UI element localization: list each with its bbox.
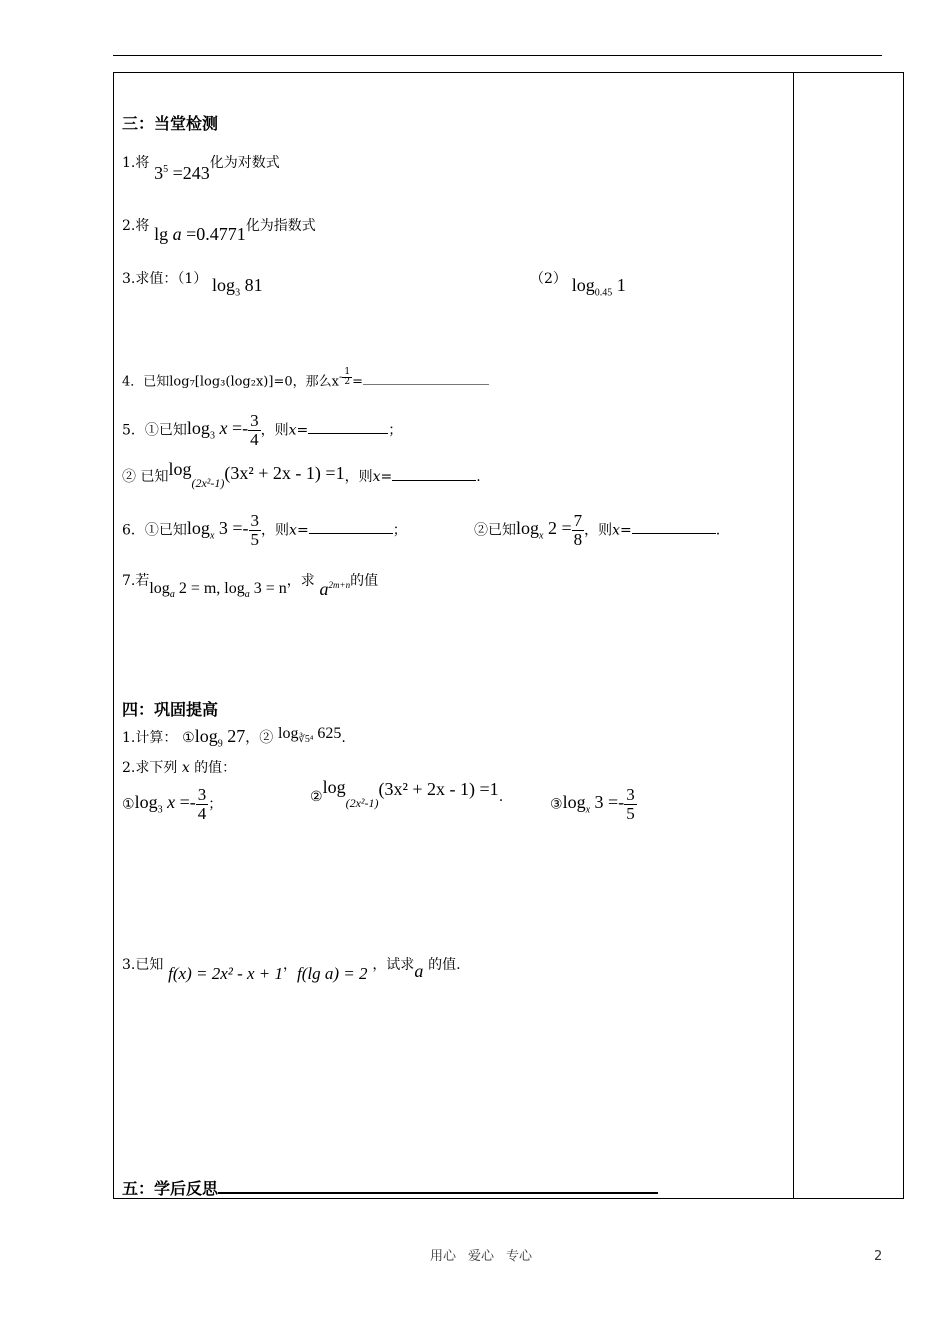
- s4-q1: 1.计算： $①\log_9$ 27，② $\log_{∛5^4} 625$.: [122, 725, 346, 750]
- s4-q2b: $②\log_{(2x^2-1)}(3x^2 + 2x - 1) =1$.: [310, 777, 504, 810]
- s3-q5b-answer-blank[interactable]: [392, 466, 476, 481]
- footer-motto: 用心 爱心 专心: [430, 1249, 533, 1264]
- s3-q5a: 5．①已知$\log_3 x$ =- $\frac{3}{4}$ ，则x= ；: [122, 411, 403, 449]
- s3-q7: 7.若$\log_a 2 = m$, $\log_a 3 = n$，求 $a^{2m+n}$的值: [122, 573, 379, 601]
- header-rule: [113, 55, 882, 56]
- s3-q3-expr2: $\log_{0.45} 1$: [571, 275, 626, 299]
- section-3-title: 三：当堂检测: [122, 114, 219, 133]
- s3-q3: 3.求值：（1） $\log_3 81$: [122, 271, 263, 299]
- s3-q6b: ②已知$\log_x 2$ = $\frac{7}{8}$ ，则x= .: [474, 511, 721, 549]
- s3-q3-expr1: $\log_3 81$: [212, 275, 263, 299]
- s3-q4-answer-blank[interactable]: [363, 374, 489, 385]
- s3-q1: 1.将 $3^5 =243$化为对数式: [122, 155, 280, 183]
- s4-q2-prompt: 2.求下列 x 的值：: [122, 760, 237, 776]
- s3-q2: 2.将 lg a =0.4771化为指数式: [122, 218, 316, 244]
- reflection-answer-line[interactable]: [218, 1178, 658, 1194]
- section-5-title: 五：学后反思: [122, 1179, 219, 1198]
- margin-column-divider: [793, 72, 794, 1199]
- s3-q6a-answer-blank[interactable]: [309, 519, 393, 534]
- s3-q6a: 6．①已知$\log_x 3$ =- $\frac{3}{5}$ ，则x= ；: [122, 511, 407, 549]
- page-number: 2: [874, 1249, 883, 1264]
- s3-q2-expr: lg a =0.4771: [154, 224, 246, 244]
- s3-q3-part2: （2） $\log_{0.45} 1$: [530, 271, 626, 299]
- s3-q4: 4．已知log₇[log₃(log₂x)]=0，那么x- $\frac{1}{2}$ =: [122, 372, 489, 392]
- s4-q2c: $③\log_x$ 3 =- $\frac{3}{5}$: [550, 785, 635, 823]
- section-4-title: 四：巩固提高: [122, 700, 219, 719]
- s4-q3: 3.已知 f(x) = 2x² - x + 1，f(lg a) = 2 ，试求a 的值.: [122, 957, 461, 983]
- s4-q2a: $①\log_3$ x =- $\frac{3}{4}$ ；: [122, 785, 223, 823]
- s3-q5b: ② 已知$\log_{(2x^2-1)}(3x^2 + 2x - 1) =1$，则x= .: [122, 459, 481, 490]
- s3-q1-expr: $3^5 =243$: [154, 163, 210, 183]
- s3-q5a-answer-blank[interactable]: [308, 419, 388, 434]
- s5-reflection: [122, 1178, 658, 1197]
- s3-q6b-answer-blank[interactable]: [632, 519, 716, 534]
